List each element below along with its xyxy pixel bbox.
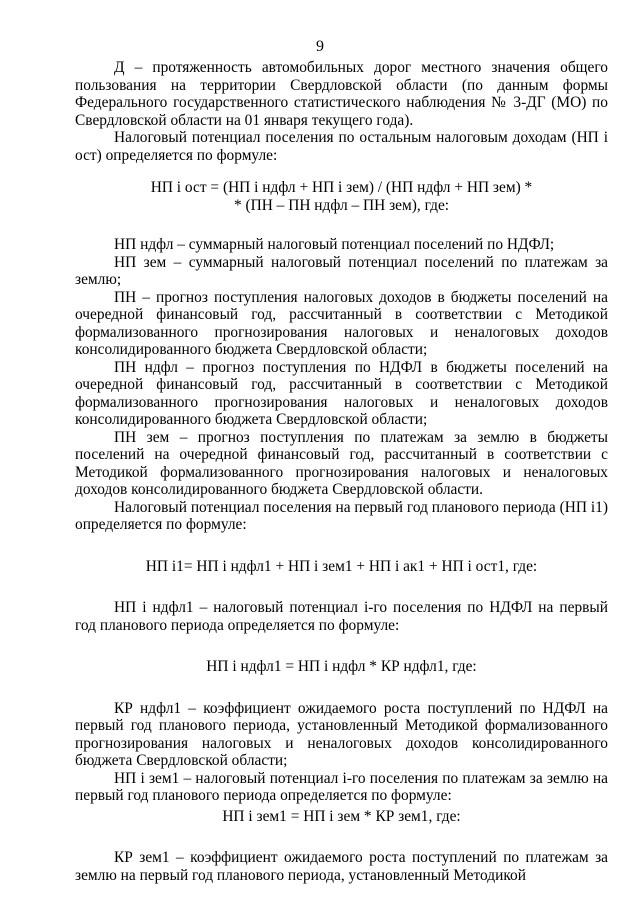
formula-np-ost-line2: * (ПН – ПН ндфл – ПН зем), где: xyxy=(233,196,450,214)
paragraph-np-zem1-intro: НП i зем1 – налоговый потенциал i-го поселения по платежам за землю на первый год планового периода определяется по формуле: xyxy=(75,769,608,804)
paragraph-kr-ndfl1-definition: КР ндфл1 – коэффициент ожидаемого роста поступлений по НДФЛ на первый год планового периода, установленный Методикой формализованного прогнозирования налоговых и неналоговых доходов консолидированного бюджета Свердловской области; xyxy=(75,699,608,769)
paragraph-pn-ndfl-definition: ПН ндфл – прогноз поступления по НДФЛ в бюджеты поселений на очередной финансовый год, рассчитанный в соответствии с Методикой формализованного прогнозирования налоговых и неналоговых доходов консолидированного бюджета Свердловской области; xyxy=(75,358,608,428)
paragraph-pn-definition: ПН – прогноз поступления налоговых доходов в бюджеты поселений на очередной финансовый год, рассчитанный в соответствии с Методикой формализованного прогнозирования налоговых и неналоговых доходов консолидированного бюджета Свердловской области; xyxy=(75,288,608,358)
formula-np-ndfl1: НП i ндфл1 = НП i ндфл * КР ндфл1, где: xyxy=(206,658,477,675)
paragraph-np-ndfl-definition: НП ндфл – суммарный налоговый потенциал поселений по НДФЛ; xyxy=(114,236,555,253)
paragraph-np-zem-definition: НП зем – суммарный налоговый потенциал поселений по платежам за землю; xyxy=(75,253,608,288)
paragraph-np-i1-intro: Налоговый потенциал поселения на первый год планового периода (НП i1) определяется по формуле: xyxy=(75,498,608,533)
paragraph-d-definition: Д – протяженность автомобильных дорог местного значения общего пользования на территории Свердловской области (по данным формы Федерального государственного статистического наблюдения № 3-ДГ (МО) по Свердловской области на 01 января текущего года). xyxy=(75,59,608,129)
formula-np-ost-line1: НП i ост = (НП i ндфл + НП i зем) / (НП ндфл + НП зем) * xyxy=(150,179,533,196)
page-number: 9 xyxy=(316,38,324,55)
formula-np-zem1: НП i зем1 = НП i зем * КР зем1, где: xyxy=(222,807,461,825)
paragraph-np-ndfl1-intro: НП i ндфл1 – налоговый потенциал i-го поселения по НДФЛ на первый год планового периода определяется по формуле: xyxy=(75,599,608,634)
document-body xyxy=(75,59,608,884)
paragraph-np-ost-intro: Налоговый потенциал поселения по остальным налоговым доходам (НП i ост) определяется по формуле: xyxy=(75,129,608,164)
paragraph-kr-zem1-definition: КР зем1 – коэффициент ожидаемого роста поступлений по платежам за землю на первый год планового периода, установленный Методикой xyxy=(75,849,608,884)
formula-np-i1: НП i1= НП i ндфл1 + НП i зем1 + НП i ак1 + НП i ост1, где: xyxy=(145,557,538,575)
paragraph-pn-zem-definition: ПН зем – прогноз поступления по платежам за землю в бюджеты поселений на очередной финансовый год, рассчитанный в соответствии с Методикой формализованного прогнозирования налоговых и неналоговых доходов консолидированного бюджета Свердловской области. xyxy=(75,428,608,498)
